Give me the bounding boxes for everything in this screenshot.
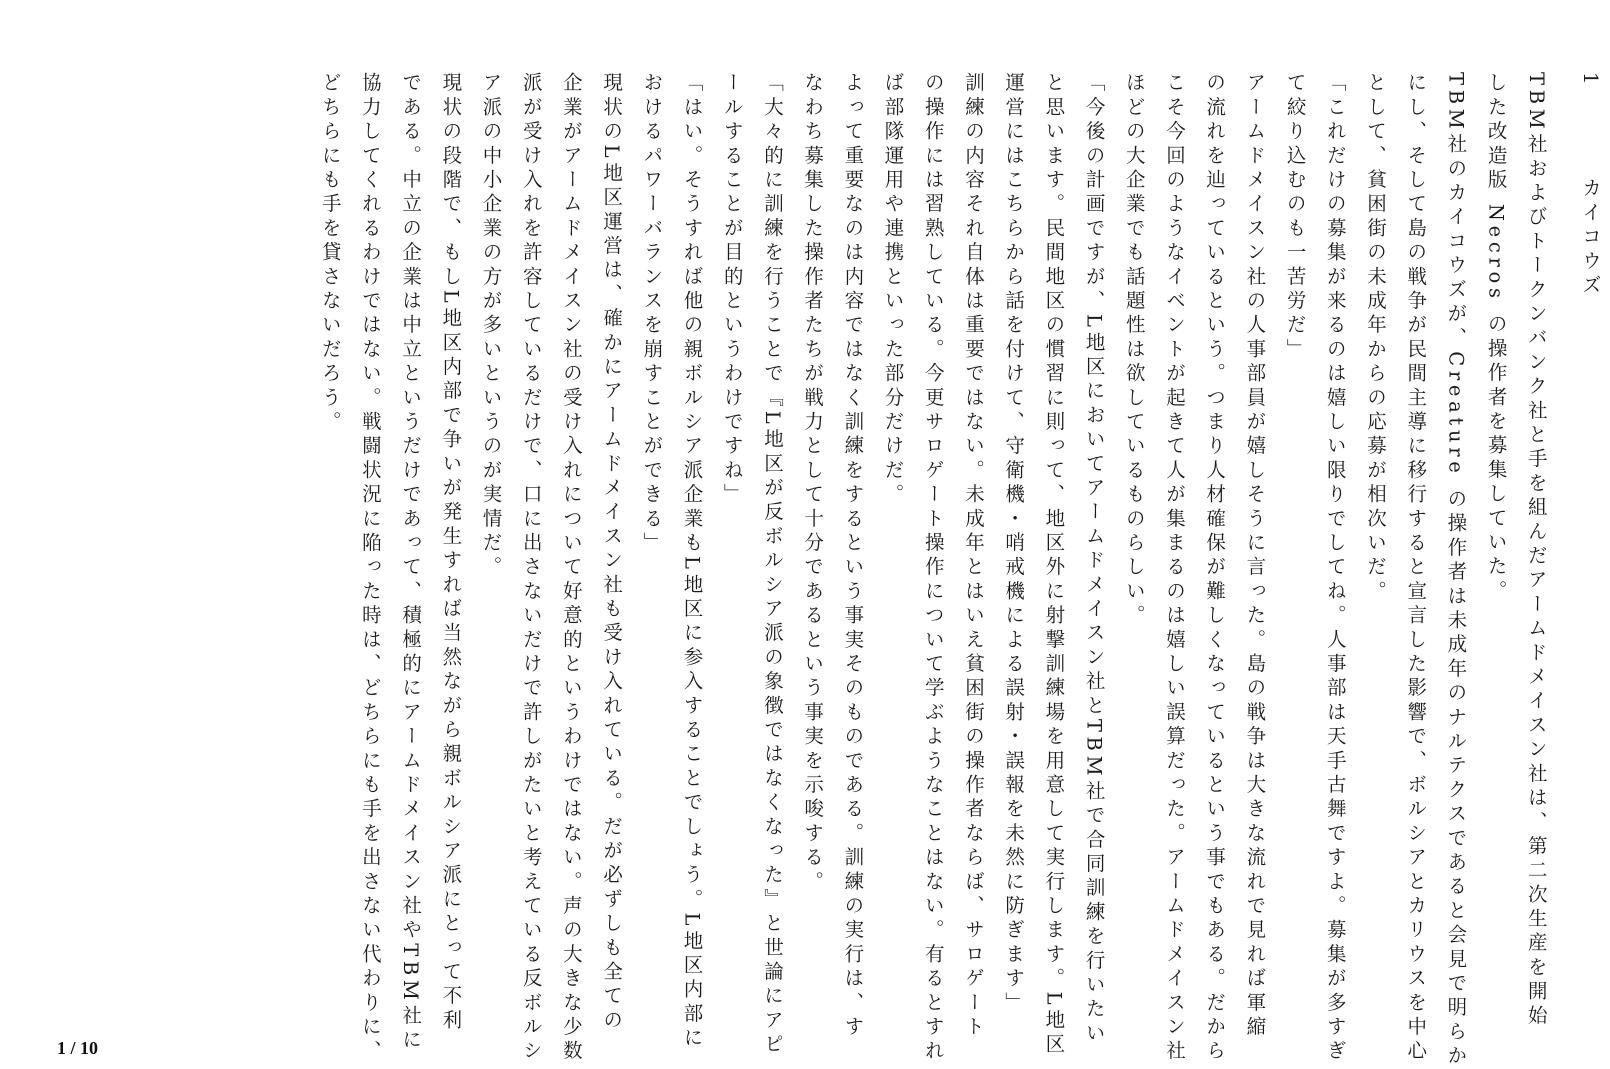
text-column: 「今後の計画ですが、L地区においてアームドメイスン社とTBM社で合同訓練を行いたい <box>1082 72 1106 1047</box>
chapter-title: カイコウズ <box>1579 177 1602 299</box>
text-column: 派が受け入れを許容しているだけで、口に出さないだけで許しがたいと考えている反ボルシ <box>519 72 543 1065</box>
text-column: TBM社およびトークンバンク社と手を組んだアームドメイスン社は、第二次生産を開始 <box>1524 72 1548 1029</box>
text-column: よって重要なのは内容ではなく訓練をするという事実そのものである。訓練の実行は、す <box>841 72 865 1040</box>
text-column: にし、そして島の戦争が民間主導に移行すると宣言した影響で、ボルシアとカリウスを中心 <box>1404 72 1428 1065</box>
text-column: ば部隊運用や連携といった部分だけだ。 <box>881 72 905 508</box>
text-column: 現状のL地区運営は、確かにアームドメイスン社も受け入れている。だが必ずしも全ての <box>600 72 624 1034</box>
text-column: 訓練の内容それ自体は重要ではない。未成年とはいえ貧困街の操作者ならば、サロゲート <box>961 72 985 1040</box>
chapter-heading <box>1570 72 1610 1022</box>
text-column: 現状の段階で、もしL地区内部で争いが発生すれば当然ながら親ボルシア派にとって不利 <box>439 72 463 1034</box>
text-column: なわち募集した操作者たちが戦力として十分であるという事実を示唆する。 <box>801 72 825 895</box>
text-column: の流れを辿っているという。つまり人材確保が難しくなっているという事でもある。だから <box>1203 72 1227 1065</box>
text-column: 「はい。そうすれば他の親ボルシア派企業もL地区に参入することでしょう。L地区内部に <box>680 72 704 1052</box>
text-column: アームドメイスン社の人事部員が嬉しそうに言った。島の戦争は大きな流れで見れば軍縮 <box>1243 72 1267 1040</box>
text-column: した改造版 Necros の操作者を募集していた。 <box>1484 72 1508 604</box>
text-column: と思います。民間地区の慣習に則って、地区外に射撃訓練場を用意して実行します。L地区 <box>1042 72 1066 1058</box>
text-column: どちらにも手を貸さないだろう。 <box>318 72 342 435</box>
text-column: ールすることが目的というわけですね」 <box>720 72 744 508</box>
text-column: 協力してくれるわけではない。戦闘状況に陥った時は、どちらにも手を出さない代わりに、 <box>358 72 382 1065</box>
text-column: TBM社のカイコウズが、Creature の操作者は未成年のナルテクスであると会見で明らか <box>1444 72 1468 1069</box>
chapter-number: 1 <box>1579 72 1602 90</box>
text-column: である。中立の企業は中立というだけであって、積極的にアームドメイスン社やTBM社に <box>399 72 423 1054</box>
text-column: 「これだけの募集が来るのは嬉しい限りでしてね。人事部は天手古舞ですよ。募集が多すぎ <box>1323 72 1347 1065</box>
text-column: 運営にはこちらから話を付けて、守衛機・哨戒機による誤射・誤報を未然に防ぎます」 <box>1002 72 1026 1016</box>
text-column: の操作には習熟している。今更サロゲート操作について学ぶようなことはない。有るとすれ <box>921 72 945 1065</box>
text-column: 「大々的に訓練を行うことで『L地区が反ボルシア派の象徴ではなくなった』と世論にアピ <box>760 72 784 1058</box>
text-column: おけるパワーバランスを崩すことができる」 <box>640 72 664 556</box>
text-column: 企業がアームドメイスン社の受け入れについて好意的というわけではない。声の大きな少数 <box>559 72 583 1065</box>
text-column: ア派の中小企業の方が多いというのが実情だ。 <box>479 72 503 581</box>
text-column: こそ今回のようなイベントが起きて人が集まるのは嬉しい誤算だった。アームドメイスン社 <box>1162 72 1186 1065</box>
text-column: て絞り込むのも一苦労だ」 <box>1283 72 1307 363</box>
text-column: ほどの大企業でも話題性は欲しているものらしい。 <box>1122 72 1146 629</box>
page-indicator: 1 / 10 <box>57 1038 99 1058</box>
text-column: として、貧困街の未成年からの応募が相次いだ。 <box>1363 72 1387 605</box>
